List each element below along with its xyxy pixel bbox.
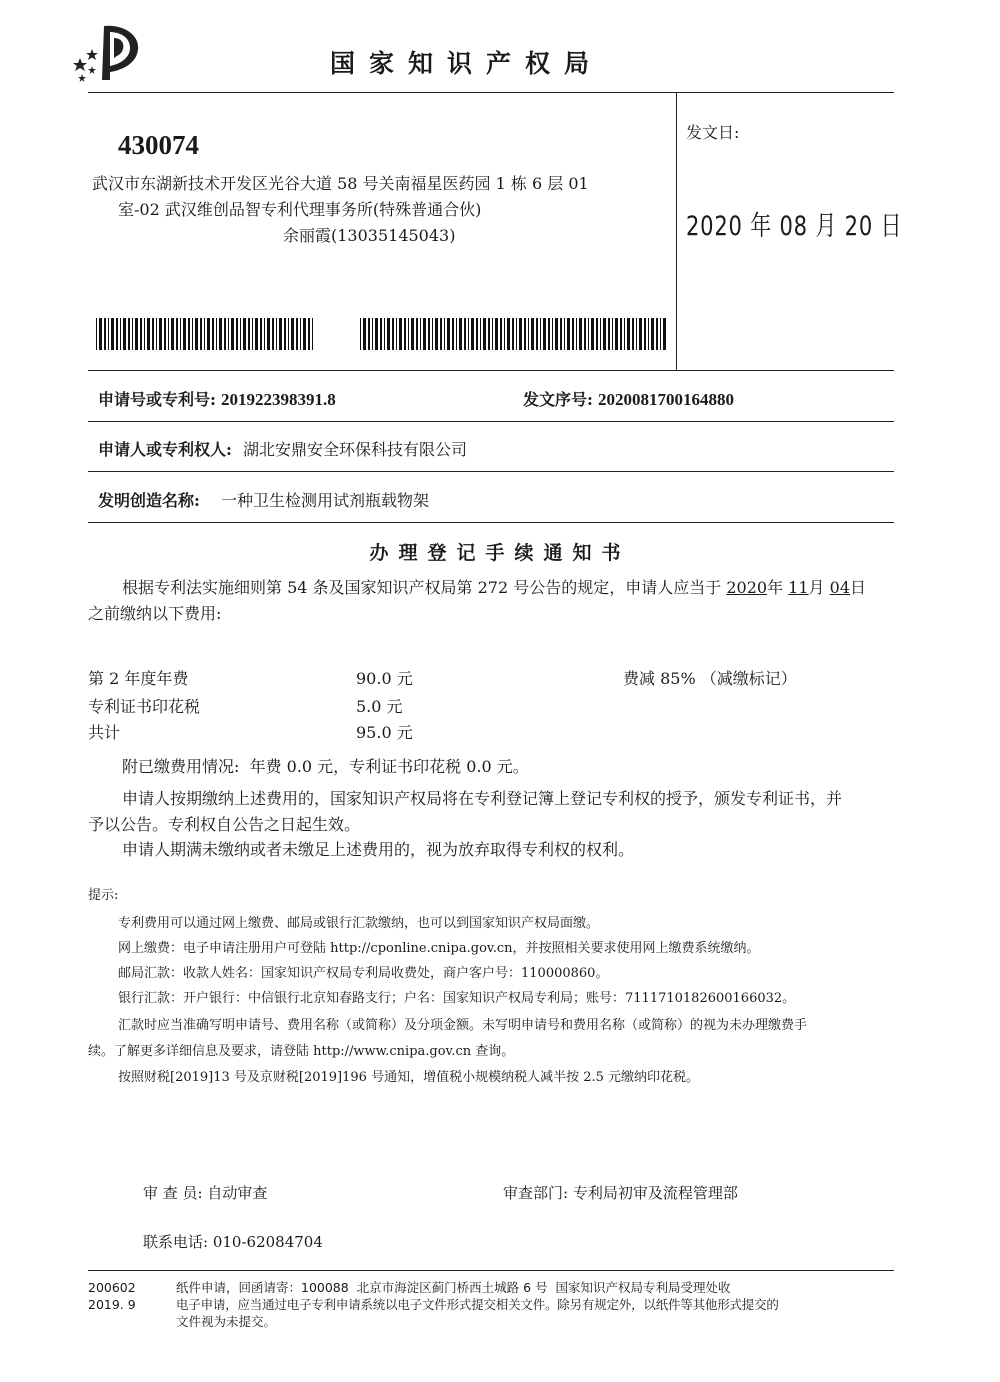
deadline-year: 2020 (726, 578, 768, 597)
fee-amount: 90.0 元 (356, 669, 413, 688)
footer-line: 文件视为未提交。 (176, 1314, 277, 1329)
fields-rule-1 (88, 421, 894, 422)
tips-line: 续。了解更多详细信息及要求，请登陆 http://www.cnipa.gov.cn 查询。 (88, 1044, 515, 1059)
contact-phone-label: 联系电话: (143, 1233, 209, 1251)
deadline-month-unit: 月 (808, 578, 825, 597)
application-number-label: 申请号或专利号: (98, 390, 216, 409)
review-department-label: 审查部门: (503, 1184, 569, 1202)
office-name: 国家知识产权局 (330, 49, 604, 78)
fee-name: 共计 (88, 723, 121, 742)
fee-amount: 95.0 元 (356, 723, 413, 742)
reviewer-value: 自动审查 (207, 1184, 268, 1202)
cnipa-logo (70, 22, 146, 82)
issue-date-label: 发文日: (686, 123, 740, 142)
grant-paragraph-line2: 予以公告。专利权自公告之日起生效。 (88, 815, 361, 834)
deadline-day-unit: 日 (850, 578, 867, 597)
footer-line: 电子申请，应当通过电子专利申请系统以电子文件形式提交相关文件。除另有规定外，以纸件等其他形式提交的 (176, 1297, 779, 1312)
notice-intro-text: 根据专利法实施细则第 54 条及国家知识产权局第 272 号公告的规定，申请人应当于 (122, 578, 722, 597)
form-version: 2019. 9 (88, 1297, 136, 1312)
fee-row (88, 666, 888, 689)
tips-line: 专利费用可以通过网上缴费、邮局或银行汇款缴纳，也可以到国家知识产权局面缴。 (118, 916, 600, 931)
document-serial-label: 发文序号: (523, 390, 593, 409)
postal-code: 430074 (118, 130, 199, 160)
paid-fees: 附已缴费用情况: 年费 0.0 元，专利证书印花税 0.0 元。 (122, 757, 529, 776)
document-serial (523, 387, 734, 410)
document-serial-value: 2020081700164880 (598, 390, 735, 409)
fee-row (88, 694, 888, 717)
address-line-2: 室-02 武汉维创品智专利代理事务所(特殊普通合伙) (118, 200, 482, 219)
issue-date: 2020 年 08 月 20 日 (686, 211, 903, 242)
contact-phone (143, 1231, 323, 1252)
address-line-1: 武汉市东湖新技术开发区光谷大道 58 号关南福星医药园 1 栋 6 层 01 (92, 174, 589, 193)
tips-line: 邮局汇款：收款人姓名：国家知识产权局专利局收费处，商户客户号：110000860。 (118, 966, 609, 981)
fee-amount: 5.0 元 (356, 697, 403, 716)
fee-note: 费减 85% （减缴标记） (623, 669, 797, 688)
invention-title (98, 488, 429, 511)
review-department-value: 专利局初审及流程管理部 (572, 1184, 738, 1202)
tips-line: 按照财税[2019]13 号及京财税[2019]196 号通知，增值税小规模纳税人减半按 2.5 元缴纳印花税。 (118, 1070, 700, 1085)
tips-line: 汇款时应当准确写明申请号、费用名称（或简称）及分项金额。未写明申请号和费用名称（或简称）的视为未办理缴费手 (118, 1018, 808, 1033)
deadline-day: 04 (829, 578, 850, 597)
fee-name: 专利证书印花税 (88, 697, 201, 716)
deadline-month: 11 (788, 578, 809, 597)
applicant (98, 437, 467, 460)
applicant-value: 湖北安鼎安全环保科技有限公司 (243, 440, 468, 459)
contact-person: 余丽霞(13035145043) (283, 226, 456, 245)
tips-line: 银行汇款：开户银行：中信银行北京知春路支行；户名：国家知识产权局专利局；账号：7111710182600166032。 (118, 991, 796, 1006)
footer-rule (88, 1270, 894, 1271)
fee-total-row (88, 720, 888, 743)
fields-rule-3 (88, 522, 894, 523)
address-bottom-rule (88, 370, 894, 371)
fields-rule-2 (88, 471, 894, 472)
notice-intro-end: 之前缴纳以下费用: (88, 604, 222, 623)
application-number (98, 387, 336, 410)
application-number-value: 201922398391.8 (221, 390, 336, 409)
abandon-paragraph: 申请人期满未缴纳或者未缴足上述费用的，视为放弃取得专利权的权利。 (122, 840, 635, 859)
date-column-divider (676, 92, 677, 370)
fee-name: 第 2 年度年费 (88, 669, 189, 688)
invention-title-value: 一种卫生检测用试剂瓶载物架 (221, 491, 430, 510)
barcode-left (96, 318, 314, 350)
applicant-label: 申请人或专利权人: (98, 440, 232, 459)
footer-line: 纸件申请，回函请寄：100088 北京市海淀区蓟门桥西土城路 6 号 国家知识产权局专利局受理处收 (176, 1280, 731, 1295)
reviewer-label: 审 查 员: (143, 1184, 203, 1202)
review-department (503, 1182, 738, 1203)
notice-title: 办理登记手续通知书 (369, 542, 631, 564)
top-rule (88, 92, 894, 93)
barcode-right (360, 318, 666, 350)
contact-phone-value: 010-62084704 (212, 1233, 323, 1251)
notice-intro (122, 575, 866, 601)
form-code: 200602 (88, 1280, 136, 1295)
grant-paragraph-line1: 申请人按期缴纳上述费用的，国家知识产权局将在专利登记簿上登记专利权的授予，颁发专利证书，并 (122, 789, 843, 808)
tips-label: 提示: (88, 888, 119, 903)
reviewer (143, 1182, 267, 1203)
tips-line: 网上缴费：电子申请注册用户可登陆 http://cponline.cnipa.gov.cn，并按照相关要求使用网上缴费系统缴纳。 (118, 941, 760, 956)
deadline-year-unit: 年 (767, 578, 784, 597)
invention-title-label: 发明创造名称: (98, 491, 200, 510)
